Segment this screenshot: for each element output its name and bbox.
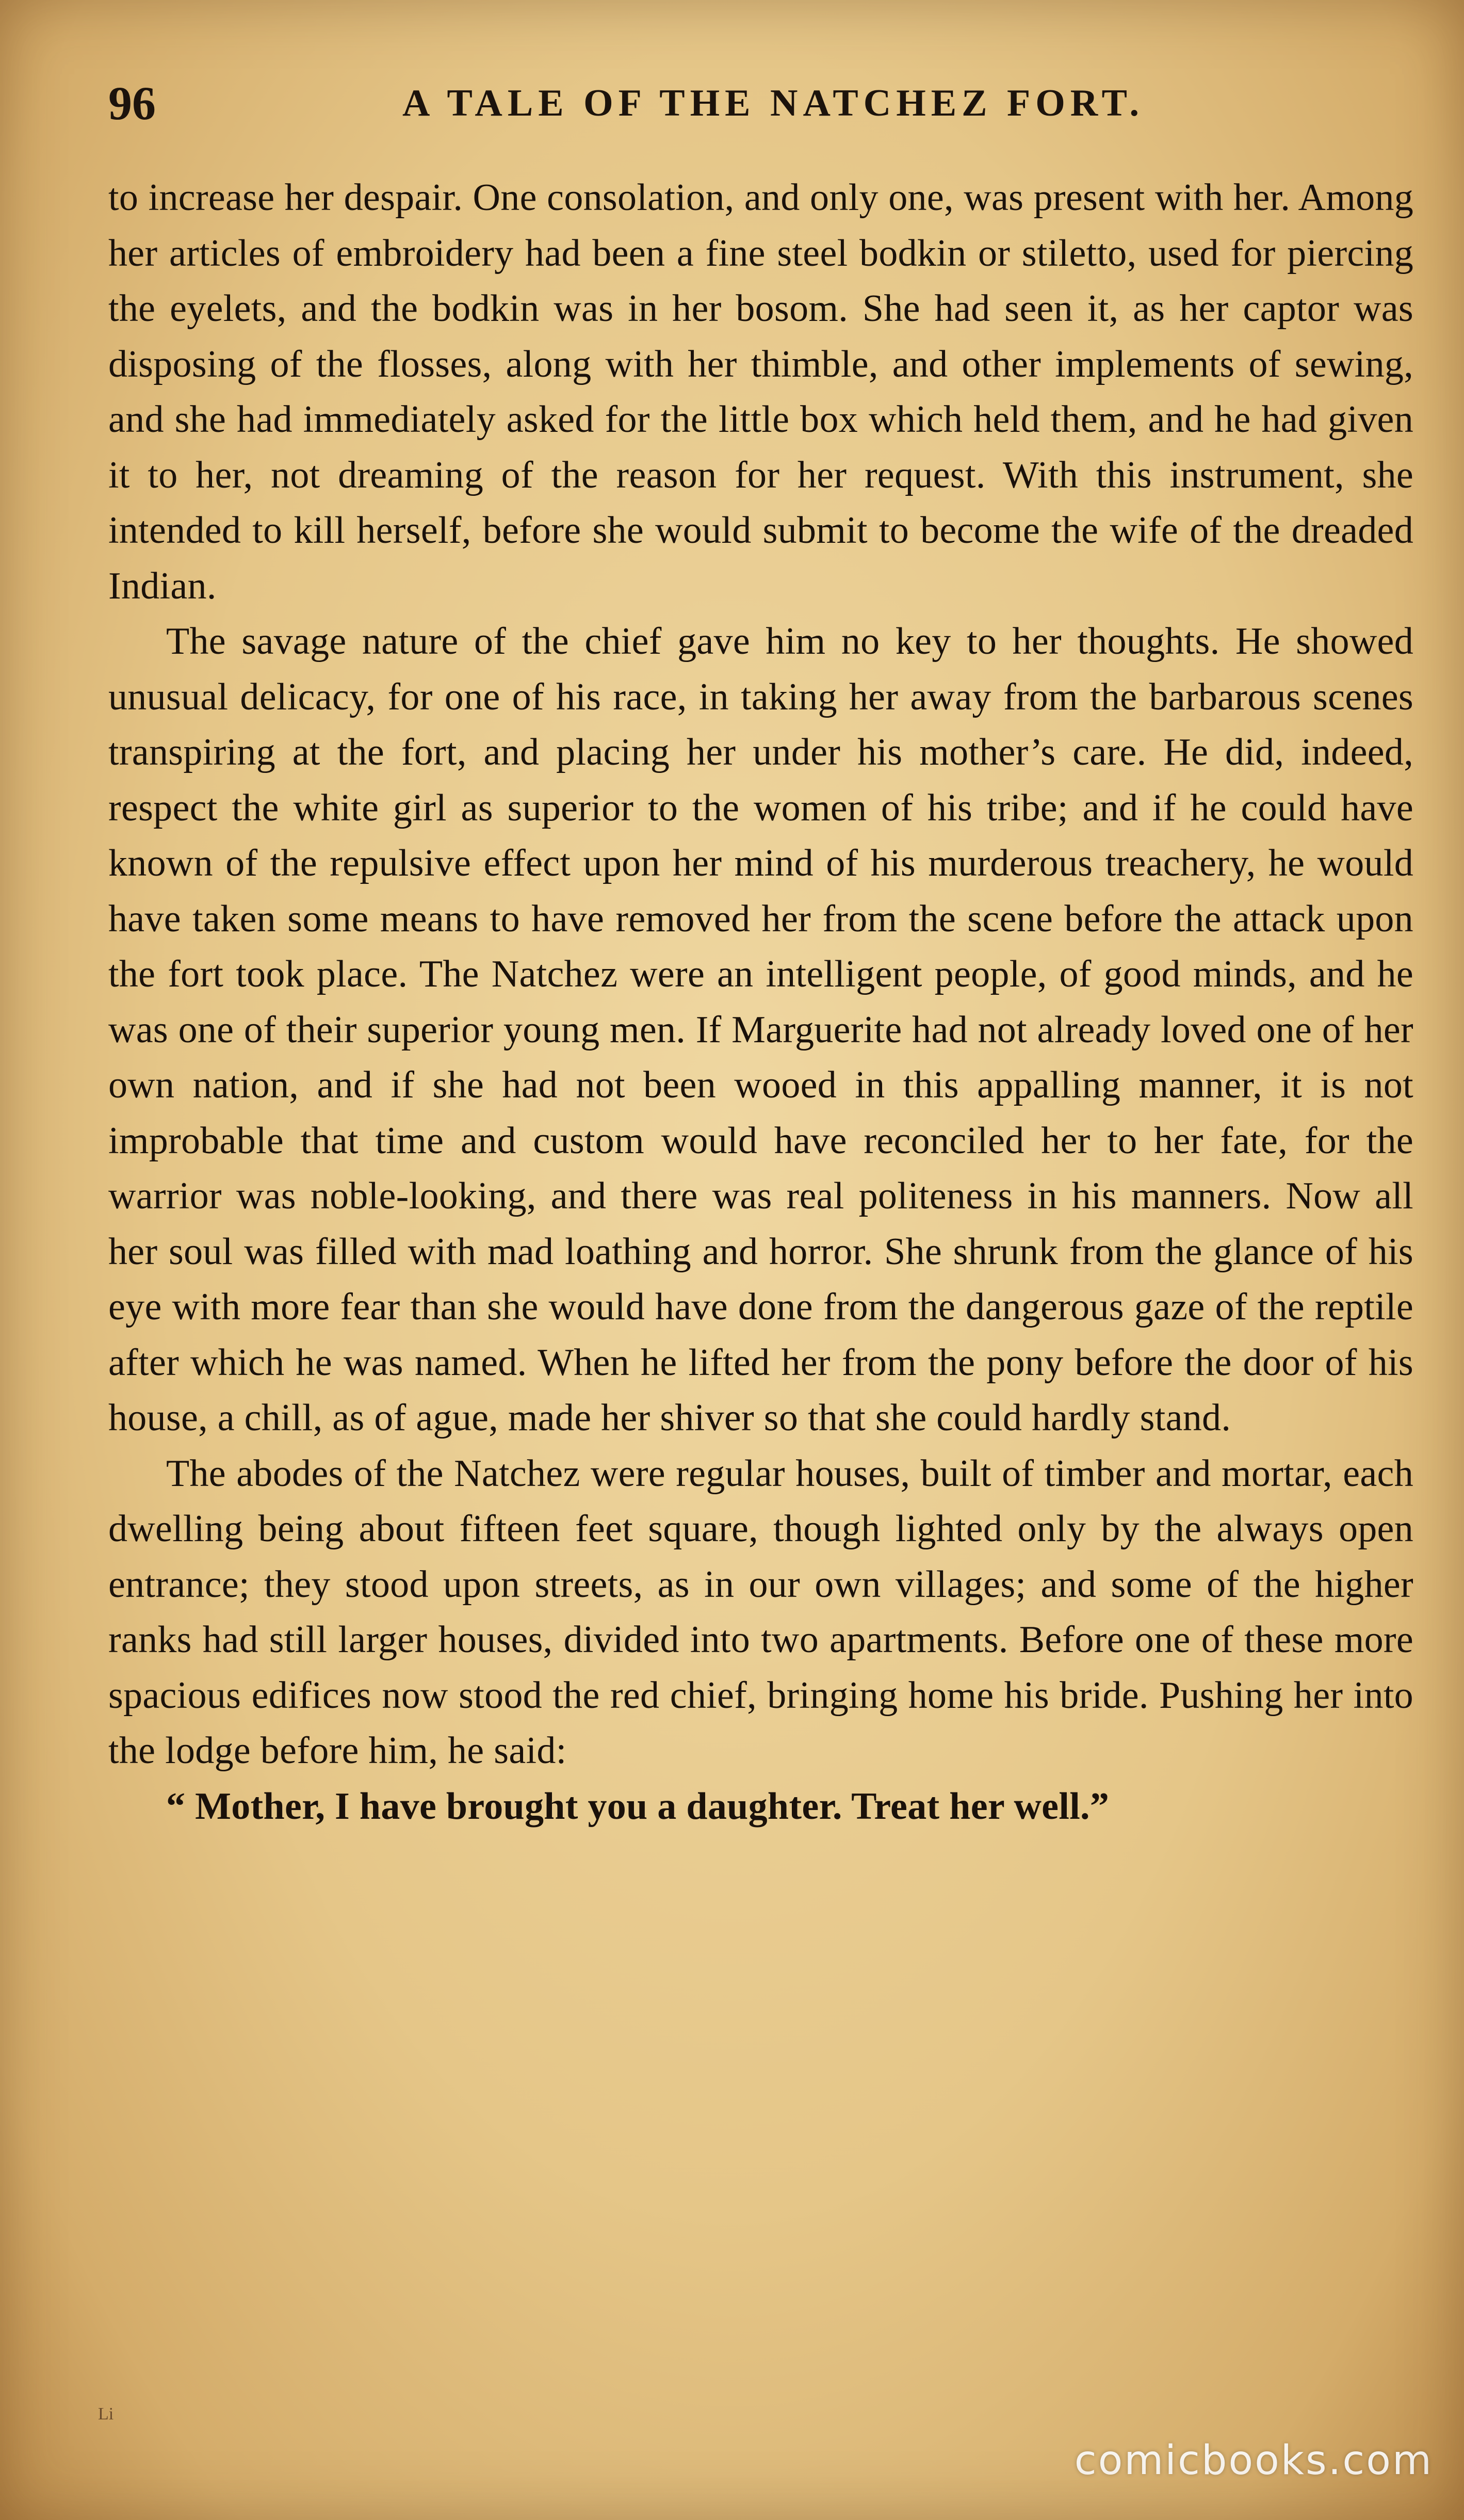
page-number: 96 — [108, 77, 156, 130]
site-watermark: comicbooks.com — [1074, 2437, 1433, 2484]
running-title: A TALE OF THE NATCHEZ FORT. — [402, 82, 1144, 124]
paragraph-chief: The savage nature of the chief gave him no key to her thoughts. He showed unusual delicacy, for one of his race, in taking her away from the barbarous scenes transpiring at the fort, and placing her under his mother’s care. He did, indeed, respect the white girl as superior to the women of his tribe; and if he could have known of the repulsive effect upon her mind of his murderous treachery, he would have taken some means to have removed her from the scene before the attack upon the fort took place. The Natchez were an intelligent people, of good minds, and he was one of their superior young men. If Marguerite had not already loved one of her own nation, and if she had not been wooed in this appalling manner, it is not improbable that time and custom would have reconciled her to her fate, for the warrior was noble-looking, and there was real politeness in his manners. Now all her soul was filled with mad loathing and horror. She shrunk from the glance of his eye with more fear than she would have done from the dangerous gaze of the reptile after which he was named. When he lifted her from the pony before the door of his house, a chill, as of ague, made her shiver so that she could hardly stand. — [108, 620, 1413, 1439]
quoted-speech: “ Mother, I have brought you a daughter. Treat her well.” — [166, 1785, 1110, 1828]
printer-mark: Li — [98, 2404, 114, 2424]
running-head — [108, 72, 1387, 134]
paragraph-continuation: to increase her despair. One consolation, and only one, was present with her. Among her articles of embroidery had been a fine steel bodkin or stiletto, used for piercing the eyelets, and the bodkin was in her bosom. She had seen it, as her captor was disposing of the flosses, along with her thimble, and other implements of sewing, and she had immediately asked for the little box which held them, and he had given it to her, not dreaming of the reason for her request. With this instrument, she intended to kill herself, before she would submit to become the wife of the dreaded Indian. — [108, 176, 1413, 607]
paragraph-abodes: The abodes of the Natchez were regular houses, built of timber and mortar, each dwelling being about fifteen feet square, though lighted only by the always open entrance; they stood upon streets, as in our own villages; and some of the higher ranks had still larger houses, divided into two apartments. Before one of these more spacious edifices now stood the red chief, bringing home his bride. Pushing her into the lodge before him, he said: — [108, 1452, 1413, 1772]
body-text — [108, 170, 1413, 1834]
